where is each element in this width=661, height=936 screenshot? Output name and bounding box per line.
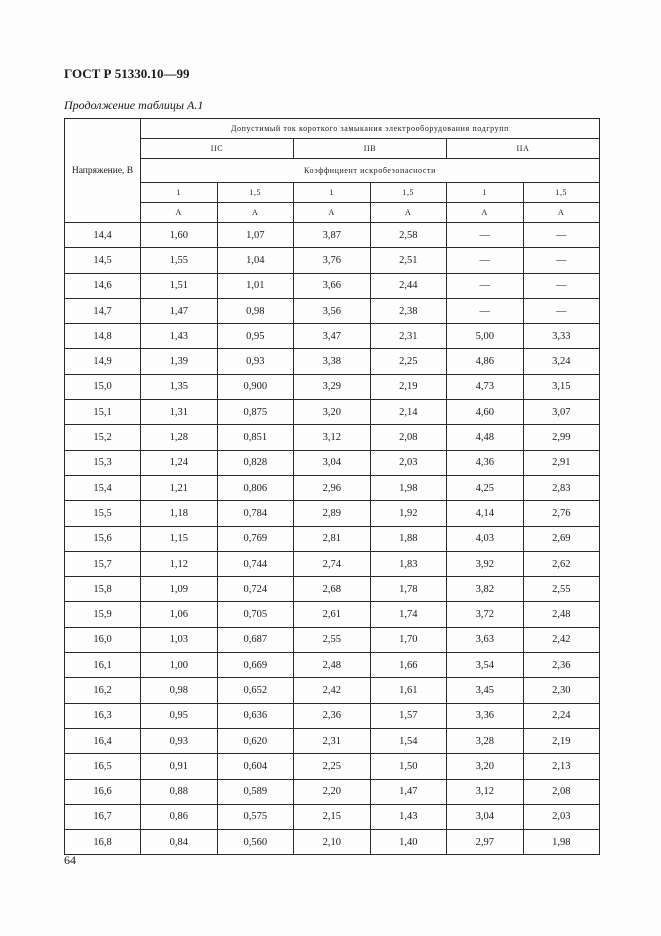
current-cell: 2,83 bbox=[523, 475, 600, 500]
current-cell: 1,09 bbox=[141, 577, 218, 602]
current-cell: 1,61 bbox=[370, 678, 447, 703]
current-cell: 0,95 bbox=[217, 324, 294, 349]
current-cell: 1,06 bbox=[141, 602, 218, 627]
current-cell: 1,98 bbox=[523, 830, 600, 855]
current-cell: 0,560 bbox=[217, 830, 294, 855]
current-cell: 2,58 bbox=[370, 223, 447, 248]
current-cell: 0,875 bbox=[217, 400, 294, 425]
current-cell: 3,12 bbox=[447, 779, 524, 804]
table-row bbox=[65, 400, 600, 425]
current-cell: 1,12 bbox=[141, 551, 218, 576]
current-cell: 2,10 bbox=[294, 830, 371, 855]
voltage-cell: 16,0 bbox=[65, 627, 141, 652]
current-cell: 1,18 bbox=[141, 501, 218, 526]
current-cell: 2,31 bbox=[370, 324, 447, 349]
current-cell: 0,744 bbox=[217, 551, 294, 576]
current-cell: 0,828 bbox=[217, 450, 294, 475]
current-cell: 0,851 bbox=[217, 425, 294, 450]
current-cell: 2,74 bbox=[294, 551, 371, 576]
current-cell: 2,14 bbox=[370, 400, 447, 425]
current-cell: 3,92 bbox=[447, 551, 524, 576]
current-cell: 1,24 bbox=[141, 450, 218, 475]
current-cell: 0,636 bbox=[217, 703, 294, 728]
table-row bbox=[65, 273, 600, 298]
current-cell: 3,47 bbox=[294, 324, 371, 349]
current-cell: 3,28 bbox=[447, 728, 524, 753]
current-cell: 3,07 bbox=[523, 400, 600, 425]
current-cell: 0,769 bbox=[217, 526, 294, 551]
unit-cell: А bbox=[217, 203, 294, 223]
current-cell: 2,96 bbox=[294, 475, 371, 500]
current-cell: 3,15 bbox=[523, 374, 600, 399]
coef-cell: 1 bbox=[294, 183, 371, 203]
current-cell: 1,43 bbox=[141, 324, 218, 349]
current-cell: 3,72 bbox=[447, 602, 524, 627]
current-cell: 3,54 bbox=[447, 653, 524, 678]
current-cell: 1,57 bbox=[370, 703, 447, 728]
current-cell: 1,60 bbox=[141, 223, 218, 248]
current-cell: 1,55 bbox=[141, 248, 218, 273]
voltage-cell: 16,2 bbox=[65, 678, 141, 703]
current-cell: 0,687 bbox=[217, 627, 294, 652]
table-row bbox=[65, 627, 600, 652]
current-cell: 2,03 bbox=[523, 804, 600, 829]
unit-cell: А bbox=[447, 203, 524, 223]
current-cell: 1,51 bbox=[141, 273, 218, 298]
current-cell: 0,91 bbox=[141, 754, 218, 779]
current-cell: 1,03 bbox=[141, 627, 218, 652]
voltage-cell: 14,8 bbox=[65, 324, 141, 349]
group-header-row bbox=[65, 139, 600, 159]
current-cell: 2,13 bbox=[523, 754, 600, 779]
current-cell: 1,78 bbox=[370, 577, 447, 602]
current-cell: 2,55 bbox=[294, 627, 371, 652]
voltage-cell: 15,7 bbox=[65, 551, 141, 576]
current-cell: 1,40 bbox=[370, 830, 447, 855]
current-cell: 3,29 bbox=[294, 374, 371, 399]
current-cell: 2,48 bbox=[523, 602, 600, 627]
table-body bbox=[65, 223, 600, 855]
table-row bbox=[65, 298, 600, 323]
current-cell: 2,36 bbox=[523, 653, 600, 678]
current-cell: — bbox=[447, 273, 524, 298]
voltage-cell: 15,4 bbox=[65, 475, 141, 500]
current-cell: 2,31 bbox=[294, 728, 371, 753]
voltage-cell: 15,9 bbox=[65, 602, 141, 627]
table-row bbox=[65, 551, 600, 576]
current-cell: 0,575 bbox=[217, 804, 294, 829]
current-cell: 2,20 bbox=[294, 779, 371, 804]
units-row bbox=[65, 203, 600, 223]
table-row bbox=[65, 374, 600, 399]
table-row bbox=[65, 830, 600, 855]
current-cell: 4,14 bbox=[447, 501, 524, 526]
voltage-cell: 15,8 bbox=[65, 577, 141, 602]
coef-cell: 1 bbox=[447, 183, 524, 203]
current-cell: 1,15 bbox=[141, 526, 218, 551]
current-cell: 0,900 bbox=[217, 374, 294, 399]
voltage-cell: 16,8 bbox=[65, 830, 141, 855]
current-cell: 3,87 bbox=[294, 223, 371, 248]
current-cell: 4,25 bbox=[447, 475, 524, 500]
current-cell: 2,42 bbox=[523, 627, 600, 652]
table-row bbox=[65, 678, 600, 703]
current-cell: 2,25 bbox=[294, 754, 371, 779]
current-header: Допустимый ток короткого замыкания электрооборудования подгрупп bbox=[141, 119, 600, 139]
current-cell: 0,95 bbox=[141, 703, 218, 728]
voltage-cell: 16,3 bbox=[65, 703, 141, 728]
unit-cell: А bbox=[141, 203, 218, 223]
current-cell: 2,51 bbox=[370, 248, 447, 273]
current-cell: 1,31 bbox=[141, 400, 218, 425]
current-cell: 5,00 bbox=[447, 324, 524, 349]
voltage-cell: 14,9 bbox=[65, 349, 141, 374]
current-cell: 1,43 bbox=[370, 804, 447, 829]
current-cell: 1,66 bbox=[370, 653, 447, 678]
current-cell: 2,68 bbox=[294, 577, 371, 602]
current-cell: 3,12 bbox=[294, 425, 371, 450]
current-cell: 2,81 bbox=[294, 526, 371, 551]
voltage-cell: 16,5 bbox=[65, 754, 141, 779]
table-row bbox=[65, 577, 600, 602]
unit-cell: А bbox=[294, 203, 371, 223]
current-cell: — bbox=[447, 223, 524, 248]
current-cell: — bbox=[523, 223, 600, 248]
current-cell: 2,36 bbox=[294, 703, 371, 728]
unit-cell: А bbox=[370, 203, 447, 223]
table-row bbox=[65, 324, 600, 349]
voltage-cell: 15,0 bbox=[65, 374, 141, 399]
current-cell: 1,54 bbox=[370, 728, 447, 753]
current-cell: 1,28 bbox=[141, 425, 218, 450]
current-cell: 0,86 bbox=[141, 804, 218, 829]
current-cell: 2,89 bbox=[294, 501, 371, 526]
voltage-header: Напряжение, В bbox=[65, 119, 141, 223]
current-cell: — bbox=[447, 298, 524, 323]
voltage-cell: 15,3 bbox=[65, 450, 141, 475]
current-cell: 1,98 bbox=[370, 475, 447, 500]
current-cell: 2,69 bbox=[523, 526, 600, 551]
current-cell: 3,04 bbox=[447, 804, 524, 829]
document-title: ГОСТ Р 51330.10—99 bbox=[64, 66, 190, 81]
coefficient-row bbox=[65, 183, 600, 203]
table-row bbox=[65, 703, 600, 728]
current-cell: — bbox=[447, 248, 524, 273]
current-cell: 2,62 bbox=[523, 551, 600, 576]
current-cell: 3,82 bbox=[447, 577, 524, 602]
table-row bbox=[65, 754, 600, 779]
table-row bbox=[65, 248, 600, 273]
current-cell: 1,83 bbox=[370, 551, 447, 576]
current-cell: 0,652 bbox=[217, 678, 294, 703]
current-cell: 0,84 bbox=[141, 830, 218, 855]
current-cell: 3,24 bbox=[523, 349, 600, 374]
current-cell: 2,38 bbox=[370, 298, 447, 323]
table-row bbox=[65, 602, 600, 627]
current-cell: 4,60 bbox=[447, 400, 524, 425]
current-cell: 1,35 bbox=[141, 374, 218, 399]
current-cell: 2,91 bbox=[523, 450, 600, 475]
current-cell: 2,99 bbox=[523, 425, 600, 450]
current-cell: 1,07 bbox=[217, 223, 294, 248]
page-number: 64 bbox=[64, 853, 76, 867]
current-cell: 1,70 bbox=[370, 627, 447, 652]
current-cell: 2,15 bbox=[294, 804, 371, 829]
coef-cell: 1,5 bbox=[370, 183, 447, 203]
current-cell: 2,08 bbox=[370, 425, 447, 450]
current-cell: 0,604 bbox=[217, 754, 294, 779]
current-cell: 2,25 bbox=[370, 349, 447, 374]
voltage-cell: 15,5 bbox=[65, 501, 141, 526]
table-row bbox=[65, 475, 600, 500]
coef-cell: 1,5 bbox=[217, 183, 294, 203]
current-cell: 2,19 bbox=[370, 374, 447, 399]
current-cell: 2,55 bbox=[523, 577, 600, 602]
current-cell: 3,38 bbox=[294, 349, 371, 374]
coef-cell: 1,5 bbox=[523, 183, 600, 203]
current-cell: 2,44 bbox=[370, 273, 447, 298]
current-cell: 3,04 bbox=[294, 450, 371, 475]
current-cell: 1,88 bbox=[370, 526, 447, 551]
voltage-cell: 15,2 bbox=[65, 425, 141, 450]
current-cell: 3,76 bbox=[294, 248, 371, 273]
current-cell: 1,04 bbox=[217, 248, 294, 273]
current-cell: 1,47 bbox=[370, 779, 447, 804]
current-cell: 0,784 bbox=[217, 501, 294, 526]
current-cell: 3,45 bbox=[447, 678, 524, 703]
voltage-cell: 14,6 bbox=[65, 273, 141, 298]
current-cell: 4,73 bbox=[447, 374, 524, 399]
current-cell: 0,93 bbox=[141, 728, 218, 753]
group-header: IIC bbox=[141, 139, 294, 159]
current-cell: 0,93 bbox=[217, 349, 294, 374]
current-cell: 1,39 bbox=[141, 349, 218, 374]
current-cell: 0,806 bbox=[217, 475, 294, 500]
current-cell: 4,36 bbox=[447, 450, 524, 475]
table-row bbox=[65, 779, 600, 804]
current-cell: 1,47 bbox=[141, 298, 218, 323]
current-cell: 3,56 bbox=[294, 298, 371, 323]
current-cell: 3,66 bbox=[294, 273, 371, 298]
table-row bbox=[65, 728, 600, 753]
table-row bbox=[65, 349, 600, 374]
short-circuit-current-table bbox=[64, 118, 600, 855]
current-cell: 3,63 bbox=[447, 627, 524, 652]
current-cell: — bbox=[523, 248, 600, 273]
table-row bbox=[65, 653, 600, 678]
voltage-cell: 16,1 bbox=[65, 653, 141, 678]
voltage-cell: 16,6 bbox=[65, 779, 141, 804]
current-cell: 3,20 bbox=[447, 754, 524, 779]
current-cell: 2,03 bbox=[370, 450, 447, 475]
current-cell: 1,01 bbox=[217, 273, 294, 298]
current-cell: 0,705 bbox=[217, 602, 294, 627]
current-cell: 2,30 bbox=[523, 678, 600, 703]
current-cell: 1,50 bbox=[370, 754, 447, 779]
current-cell: 1,74 bbox=[370, 602, 447, 627]
current-cell: 0,669 bbox=[217, 653, 294, 678]
current-cell: — bbox=[523, 298, 600, 323]
table-row bbox=[65, 526, 600, 551]
current-cell: 0,88 bbox=[141, 779, 218, 804]
current-cell: 2,97 bbox=[447, 830, 524, 855]
voltage-cell: 16,7 bbox=[65, 804, 141, 829]
current-cell: 2,08 bbox=[523, 779, 600, 804]
coefficient-header: Коэффициент искробезопасности bbox=[141, 159, 600, 183]
group-header: IIB bbox=[294, 139, 447, 159]
current-cell: 3,36 bbox=[447, 703, 524, 728]
current-cell: 4,48 bbox=[447, 425, 524, 450]
table-row bbox=[65, 223, 600, 248]
current-cell: 3,33 bbox=[523, 324, 600, 349]
voltage-cell: 16,4 bbox=[65, 728, 141, 753]
table-row bbox=[65, 501, 600, 526]
table-caption: Продолжение таблицы А.1 bbox=[64, 98, 204, 112]
current-cell: 2,24 bbox=[523, 703, 600, 728]
group-header: IIA bbox=[447, 139, 600, 159]
voltage-cell: 14,4 bbox=[65, 223, 141, 248]
current-cell: — bbox=[523, 273, 600, 298]
voltage-cell: 15,1 bbox=[65, 400, 141, 425]
current-cell: 1,92 bbox=[370, 501, 447, 526]
current-cell: 3,20 bbox=[294, 400, 371, 425]
current-cell: 0,98 bbox=[217, 298, 294, 323]
current-cell: 1,21 bbox=[141, 475, 218, 500]
table-row bbox=[65, 804, 600, 829]
coef-cell: 1 bbox=[141, 183, 218, 203]
current-cell: 4,86 bbox=[447, 349, 524, 374]
current-cell: 2,42 bbox=[294, 678, 371, 703]
current-cell: 1,00 bbox=[141, 653, 218, 678]
current-cell: 4,03 bbox=[447, 526, 524, 551]
current-cell: 0,98 bbox=[141, 678, 218, 703]
current-cell: 0,589 bbox=[217, 779, 294, 804]
current-cell: 0,620 bbox=[217, 728, 294, 753]
unit-cell: А bbox=[523, 203, 600, 223]
voltage-cell: 14,5 bbox=[65, 248, 141, 273]
current-cell: 0,724 bbox=[217, 577, 294, 602]
table-row bbox=[65, 450, 600, 475]
voltage-cell: 15,6 bbox=[65, 526, 141, 551]
voltage-cell: 14,7 bbox=[65, 298, 141, 323]
current-cell: 2,48 bbox=[294, 653, 371, 678]
table-row bbox=[65, 425, 600, 450]
current-cell: 2,19 bbox=[523, 728, 600, 753]
current-cell: 2,76 bbox=[523, 501, 600, 526]
current-cell: 2,61 bbox=[294, 602, 371, 627]
